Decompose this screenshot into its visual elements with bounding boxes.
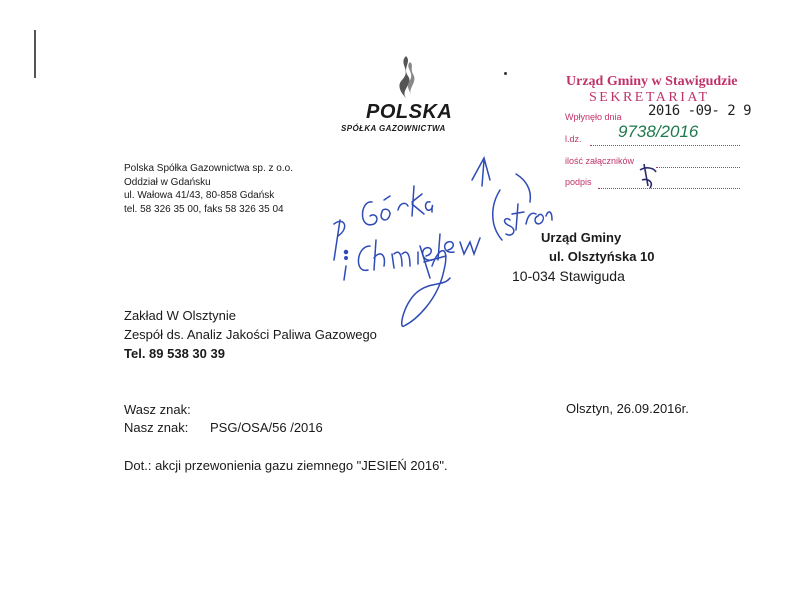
reference-block (124, 401, 323, 437)
flame-logo-icon (392, 54, 418, 100)
organization-block (124, 306, 377, 363)
recipient-name: Urząd Gminy (541, 230, 622, 245)
scan-dot (504, 72, 507, 75)
stamp-title: Urząd Gminy w Stawigudzie (566, 74, 738, 89)
stamp-dotted-line (598, 187, 740, 189)
scan-edge-mark (34, 30, 36, 78)
your-ref-label: Wasz znak: (124, 402, 191, 417)
stamp-subtitle: SEKRETARIAT (589, 90, 710, 105)
stamp-signature-mark (636, 160, 662, 194)
recipient-street: ul. Olsztyńska 10 (549, 249, 655, 264)
sender-line: ul. Wałowa 41/43, 80-858 Gdańsk (124, 190, 275, 201)
organization-phone: Tel. 89 538 30 39 (124, 346, 225, 361)
stamp-ldz-value: 9738/2016 (618, 122, 699, 141)
stamp-received-date: 2016 -09- 2 9 (648, 103, 752, 119)
our-ref-label: Nasz znak: (124, 420, 189, 435)
sender-address (124, 162, 293, 216)
logo-subtitle: SPÓŁKA GAZOWNICTWA (341, 124, 446, 133)
stamp-received-label: Wpłynęło dnia (565, 112, 622, 122)
stamp-dotted-line (656, 166, 740, 168)
sender-line: tel. 58 326 35 00, faks 58 326 35 04 (124, 203, 284, 215)
our-ref-value: PSG/OSA/56 /2016 (210, 420, 323, 435)
recipient-city: 10-034 Stawiguda (512, 268, 625, 284)
organization-team: Zespół ds. Analiz Jakości Paliwa Gazowego (124, 327, 377, 342)
stamp-signature-label: podpis (565, 177, 592, 187)
subject-line: Dot.: akcji przewonienia gazu ziemnego "JESIEŃ 2016". (124, 458, 448, 473)
organization-unit: Zakład W Olsztynie (124, 308, 236, 323)
logo-name: POLSKA (366, 101, 453, 123)
place-and-date: Olsztyn, 26.09.2016r. (566, 401, 689, 416)
stamp-dotted-line (590, 144, 740, 146)
stamp-attachments-label: ilość załączników (565, 156, 635, 166)
sender-line: Oddział w Gdańsku (124, 176, 211, 188)
stamp-ldz-label: l.dz. (565, 134, 582, 144)
sender-line: Polska Spółka Gazownictwa sp. z o.o. (124, 163, 293, 174)
